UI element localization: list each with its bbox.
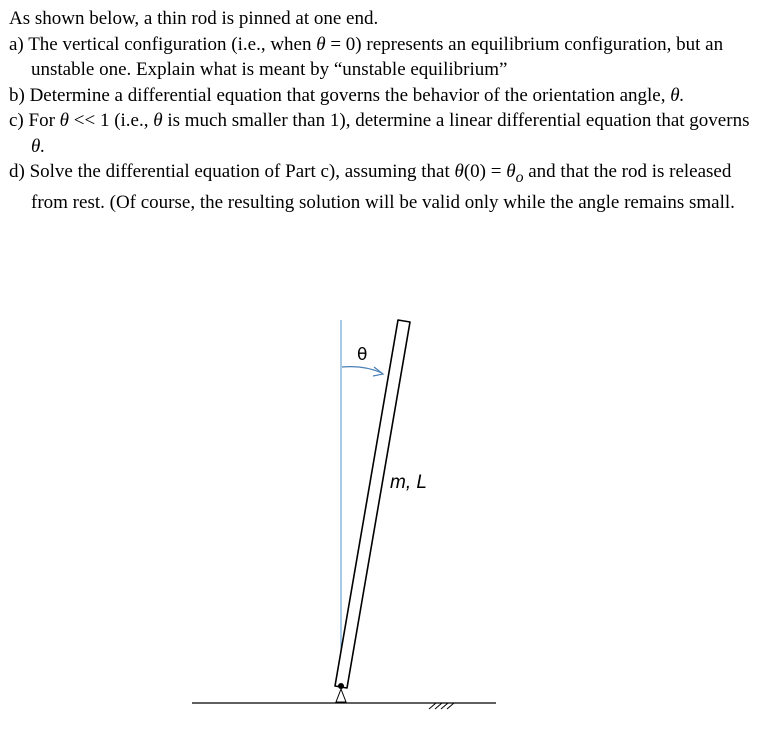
part-d: d) Solve the differential equation of Part c), assuming that $\theta(0) = \theta_o$ and that the rod is released from rest. (Of course, the resulting solution will be valid only while the angle remains small. (9, 161, 735, 214)
angle-arc-arrow (342, 367, 382, 373)
theta-label: θ (357, 345, 368, 365)
pin-support (336, 689, 346, 702)
part-b: b) Determine a differential equation that governs the behavior of the orientation angle, θ. (9, 84, 685, 106)
thin-rod (335, 320, 410, 688)
ground-hatch (429, 703, 454, 709)
intro-text: As shown below, a thin rod is pinned at one end. (9, 8, 379, 29)
mass-length-label: m, L (390, 472, 427, 493)
part-c: c) For θ << 1 (i.e., θ is much smaller than 1), determine a linear differential equation that governs θ. (9, 110, 750, 157)
part-a: a) The vertical configuration (i.e., when θ = 0) represents an equilibrium configuration, but an unstable one. Explain what is meant by “unstable equilibrium” (9, 33, 724, 80)
